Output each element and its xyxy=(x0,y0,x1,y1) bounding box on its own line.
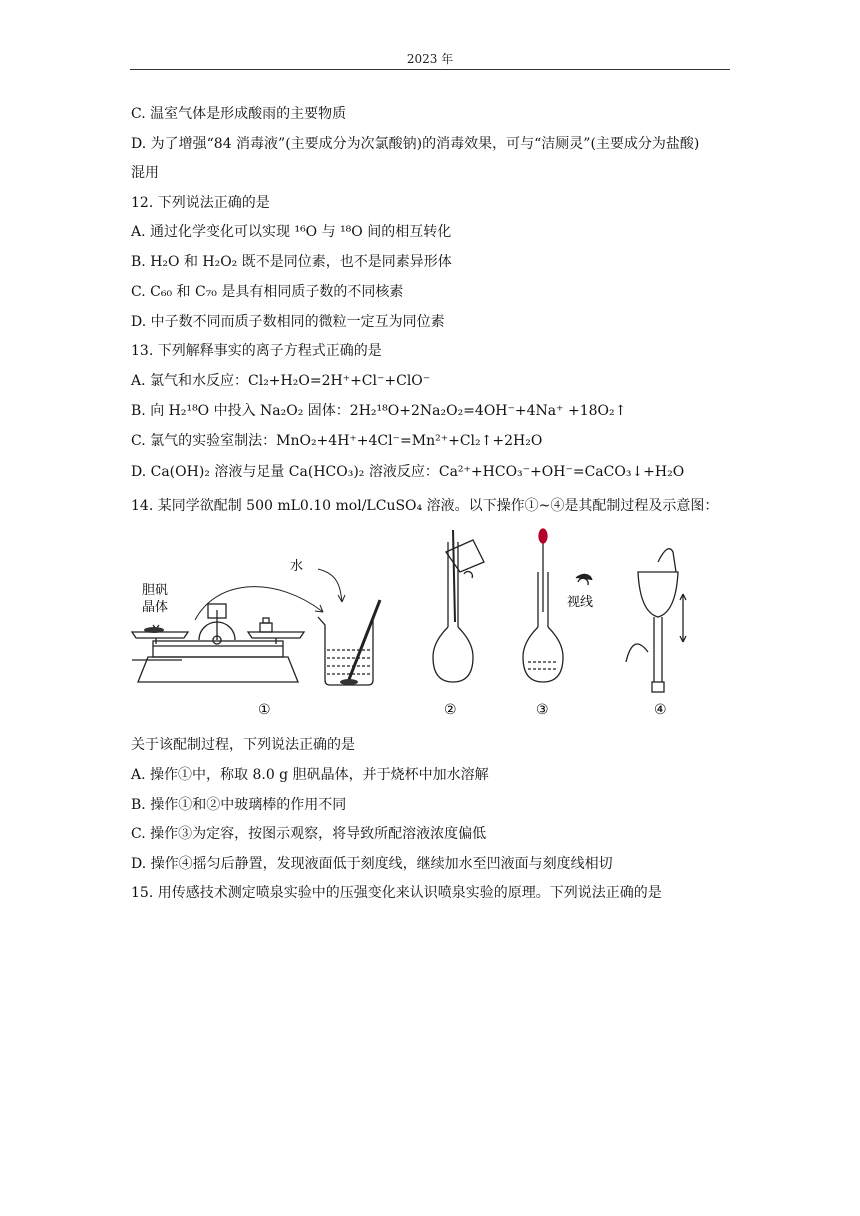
option-d: D. 中子数不同而质子数相同的微粒一定互为同位素 xyxy=(131,314,445,330)
crystal-label-2: 晶体 xyxy=(142,600,169,615)
procedure-figure xyxy=(128,522,728,722)
option-b: B. 操作①和②中玻璃棒的作用不同 xyxy=(131,797,347,813)
transfer-arrow xyxy=(195,587,323,620)
option-a: A. 氯气和水反应：Cl₂+H₂O=2H⁺+Cl⁻+ClO⁻ xyxy=(131,373,431,389)
option-c: C. 氯气的实验室制法：MnO₂+4H⁺+4Cl⁻=Mn²⁺+Cl₂↑+2H₂O xyxy=(131,433,543,449)
flask-pour-icon xyxy=(433,530,484,682)
step-label: ① xyxy=(258,702,271,718)
option-a: A. 通过化学变化可以实现 ¹⁶O 与 ¹⁸O 间的相互转化 xyxy=(131,224,452,240)
water-label: 水 xyxy=(290,559,304,574)
text-line: C. 温室气体是形成酸雨的主要物质 xyxy=(131,106,347,122)
question-13: 13. 下列解释事实的离子方程式正确的是 xyxy=(131,343,382,359)
option-c: C. 操作③为定容，按图示观察，将导致所配溶液浓度偏低 xyxy=(131,826,487,842)
flask-invert-icon xyxy=(626,549,686,692)
page-header: 2023 年 xyxy=(406,52,454,66)
header-rule xyxy=(130,69,730,70)
text-line: D. 为了增强“84 消毒液”(主要成分为次氯酸钠)的消毒效果，可与“洁厕灵”(主要成分为盐酸) xyxy=(131,136,700,152)
step-label: ③ xyxy=(536,702,549,718)
sightline-label: 视线 xyxy=(567,595,594,610)
text-line: 混用 xyxy=(131,165,159,181)
option-d: D. Ca(OH)₂ 溶液与足量 Ca(HCO₃)₂ 溶液反应：Ca²⁺+HCO₃⁻+OH⁻=CaCO₃↓+H₂O xyxy=(131,464,685,480)
option-c: C. C₆₀ 和 C₇₀ 是具有相同质子数的不同核素 xyxy=(131,284,404,300)
option-b: B. 向 H₂¹⁸O 中投入 Na₂O₂ 固体：2H₂¹⁸O+2Na₂O₂=4OH⁻+4Na⁺ +18O₂↑ xyxy=(131,403,627,419)
balance-icon xyxy=(132,604,304,682)
step-label: ② xyxy=(444,702,457,718)
question-15: 15. 用传感技术测定喷泉实验中的压强变化来认识喷泉实验的原理。下列说法正确的是 xyxy=(131,885,662,901)
text-line: 关于该配制过程，下列说法正确的是 xyxy=(131,737,355,753)
crystal-label-1: 胆矾 xyxy=(142,583,169,598)
option-d: D. 操作④摇匀后静置，发现液面低于刻度线，继续加水至凹液面与刻度线相切 xyxy=(131,856,613,872)
water-arrow xyxy=(318,569,342,602)
option-b: B. H₂O 和 H₂O₂ 既不是同位素，也不是同素异形体 xyxy=(131,254,452,270)
option-a: A. 操作①中，称取 8.0 g 胆矾晶体，并于烧杯中加水溶解 xyxy=(131,767,489,783)
question-14: 14. 某同学欲配制 500 mL0.10 mol/LCuSO₄ 溶液。以下操作①~④是其配制过程及示意图： xyxy=(131,498,719,514)
beaker-icon xyxy=(318,600,380,685)
step-label: ④ xyxy=(654,702,667,718)
question-12: 12. 下列说法正确的是 xyxy=(131,195,270,211)
